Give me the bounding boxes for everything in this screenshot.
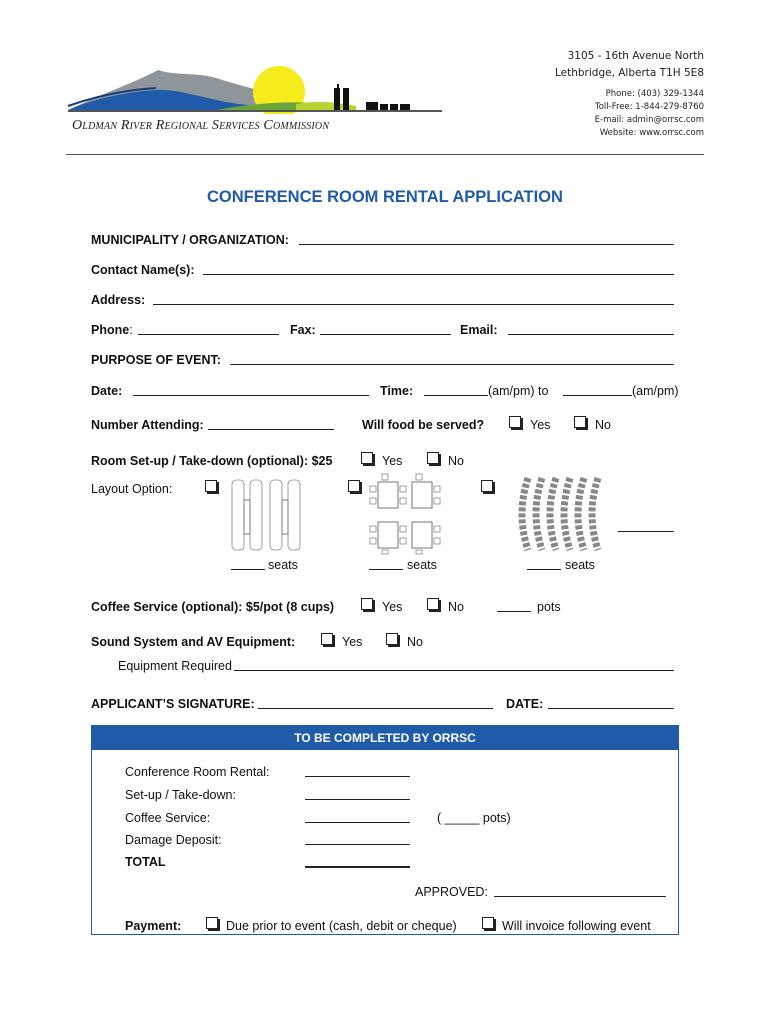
- payment-invoice-checkbox[interactable]: [482, 917, 494, 929]
- layout-2-seats-label: seats: [407, 558, 437, 572]
- sound-no-label: No: [407, 635, 423, 649]
- header-divider: [66, 154, 704, 155]
- signature-label: APPLICANT’S SIGNATURE:: [91, 697, 255, 711]
- payment-prior-label: Due prior to event (cash, debit or cheque): [226, 919, 457, 933]
- time-end-field[interactable]: [563, 395, 632, 396]
- office-coffee-field[interactable]: [305, 822, 410, 823]
- layout-boardroom-diagram: [366, 472, 448, 556]
- ampm-label-1: (am/pm) to: [488, 384, 549, 398]
- layout-1-checkbox[interactable]: [205, 480, 217, 492]
- payment-label: Payment:: [125, 919, 182, 933]
- address-line1: 3105 - 16th Avenue North: [567, 50, 704, 62]
- layout-3-seats-field[interactable]: [527, 569, 561, 570]
- address-line2: Lethbridge, Alberta T1H 5E8: [554, 67, 704, 79]
- total-label: TOTAL: [125, 855, 166, 869]
- food-yes-checkbox[interactable]: [509, 416, 521, 428]
- ampm-label-2: (am/pm): [632, 384, 679, 398]
- date2-label: DATE:: [506, 697, 544, 711]
- office-setup-label: Set-up / Take-down:: [125, 788, 236, 802]
- tollfree-number: Toll-Free: 1-844-279-8760: [594, 102, 704, 112]
- sound-no-checkbox[interactable]: [386, 633, 398, 645]
- office-coffee-label: Coffee Service:: [125, 811, 211, 825]
- sound-label: Sound System and AV Equipment:: [91, 635, 296, 649]
- address-field[interactable]: [153, 304, 674, 305]
- form-title: CONFERENCE ROOM RENTAL APPLICATION: [207, 188, 563, 206]
- setup-label: Room Set-up / Take-down (optional): $25: [91, 454, 333, 468]
- purpose-field[interactable]: [230, 364, 674, 365]
- coffee-label: Coffee Service (optional): $5/pot (8 cups): [91, 600, 335, 614]
- office-use-box: [91, 725, 679, 935]
- fax-field[interactable]: [320, 334, 451, 335]
- address-label: Address:: [91, 293, 146, 307]
- sound-yes-checkbox[interactable]: [321, 633, 333, 645]
- signature-field[interactable]: [258, 708, 493, 709]
- municipality-label: MUNICIPALITY / ORGANIZATION:: [91, 233, 289, 247]
- office-use-heading: TO BE COMPLETED BY ORRSC: [92, 726, 678, 750]
- website-address: Website: www.orrsc.com: [599, 128, 704, 138]
- time-label: Time:: [380, 384, 414, 398]
- layout-other-field[interactable]: [618, 531, 674, 532]
- email-label: Email:: [460, 323, 498, 337]
- date-field[interactable]: [133, 395, 369, 396]
- payment-invoice-label: Will invoice following event: [502, 919, 651, 933]
- layout-1-seats-field[interactable]: [231, 569, 265, 570]
- deposit-label: Damage Deposit:: [125, 833, 222, 847]
- layout-classroom-diagram: [228, 476, 306, 554]
- rental-label: Conference Room Rental:: [125, 765, 270, 779]
- attending-field[interactable]: [208, 429, 334, 430]
- phone-label: Phone: [91, 323, 130, 337]
- attending-label: Number Attending:: [91, 418, 204, 432]
- layout-2-checkbox[interactable]: [348, 480, 360, 492]
- municipality-field[interactable]: [299, 244, 674, 245]
- coffee-pots-label: pots: [537, 600, 561, 614]
- layout-theatre-diagram: [514, 472, 606, 556]
- time-start-field[interactable]: [424, 395, 488, 396]
- equipment-field[interactable]: [234, 670, 674, 671]
- contact-label: Contact Name(s):: [91, 263, 195, 277]
- email-address: E-mail: admin@orrsc.com: [594, 115, 704, 125]
- equipment-label: Equipment Required: [118, 659, 232, 673]
- date2-field[interactable]: [548, 708, 674, 709]
- org-name: Oldman River Regional Services Commission: [72, 118, 330, 133]
- office-pots-label: ( _____ pots): [437, 811, 511, 825]
- sound-yes-label: Yes: [342, 635, 363, 649]
- orrsc-logo: [66, 62, 446, 114]
- layout-1-seats-label: seats: [268, 558, 298, 572]
- date-label: Date:: [91, 384, 123, 398]
- food-no-checkbox[interactable]: [574, 416, 586, 428]
- layout-label: Layout Option:: [91, 482, 173, 496]
- layout-2-seats-field[interactable]: [369, 569, 403, 570]
- food-label: Will food be served?: [362, 418, 485, 432]
- food-no-label: No: [595, 418, 611, 432]
- deposit-field[interactable]: [305, 844, 410, 845]
- email-field[interactable]: [508, 334, 674, 335]
- layout-3-seats-label: seats: [565, 558, 595, 572]
- phone-field[interactable]: [138, 334, 279, 335]
- coffee-yes-checkbox[interactable]: [361, 598, 373, 610]
- coffee-no-checkbox[interactable]: [427, 598, 439, 610]
- approved-label: APPROVED:: [415, 885, 488, 899]
- contact-field[interactable]: [203, 274, 674, 275]
- office-setup-field[interactable]: [305, 799, 410, 800]
- setup-no-label: No: [448, 454, 464, 468]
- coffee-no-label: No: [448, 600, 464, 614]
- payment-prior-checkbox[interactable]: [206, 917, 218, 929]
- rental-field[interactable]: [305, 776, 410, 777]
- total-field[interactable]: [305, 866, 410, 868]
- phone-number: Phone: (403) 329-1344: [605, 89, 704, 99]
- purpose-label: PURPOSE OF EVENT:: [91, 353, 221, 367]
- approved-field[interactable]: [494, 896, 666, 897]
- setup-no-checkbox[interactable]: [427, 452, 439, 464]
- fax-label: Fax:: [290, 323, 316, 337]
- layout-3-checkbox[interactable]: [481, 480, 493, 492]
- food-yes-label: Yes: [530, 418, 551, 432]
- coffee-yes-label: Yes: [382, 600, 403, 614]
- setup-yes-checkbox[interactable]: [361, 452, 373, 464]
- setup-yes-label: Yes: [382, 454, 403, 468]
- coffee-pots-field[interactable]: [497, 611, 531, 612]
